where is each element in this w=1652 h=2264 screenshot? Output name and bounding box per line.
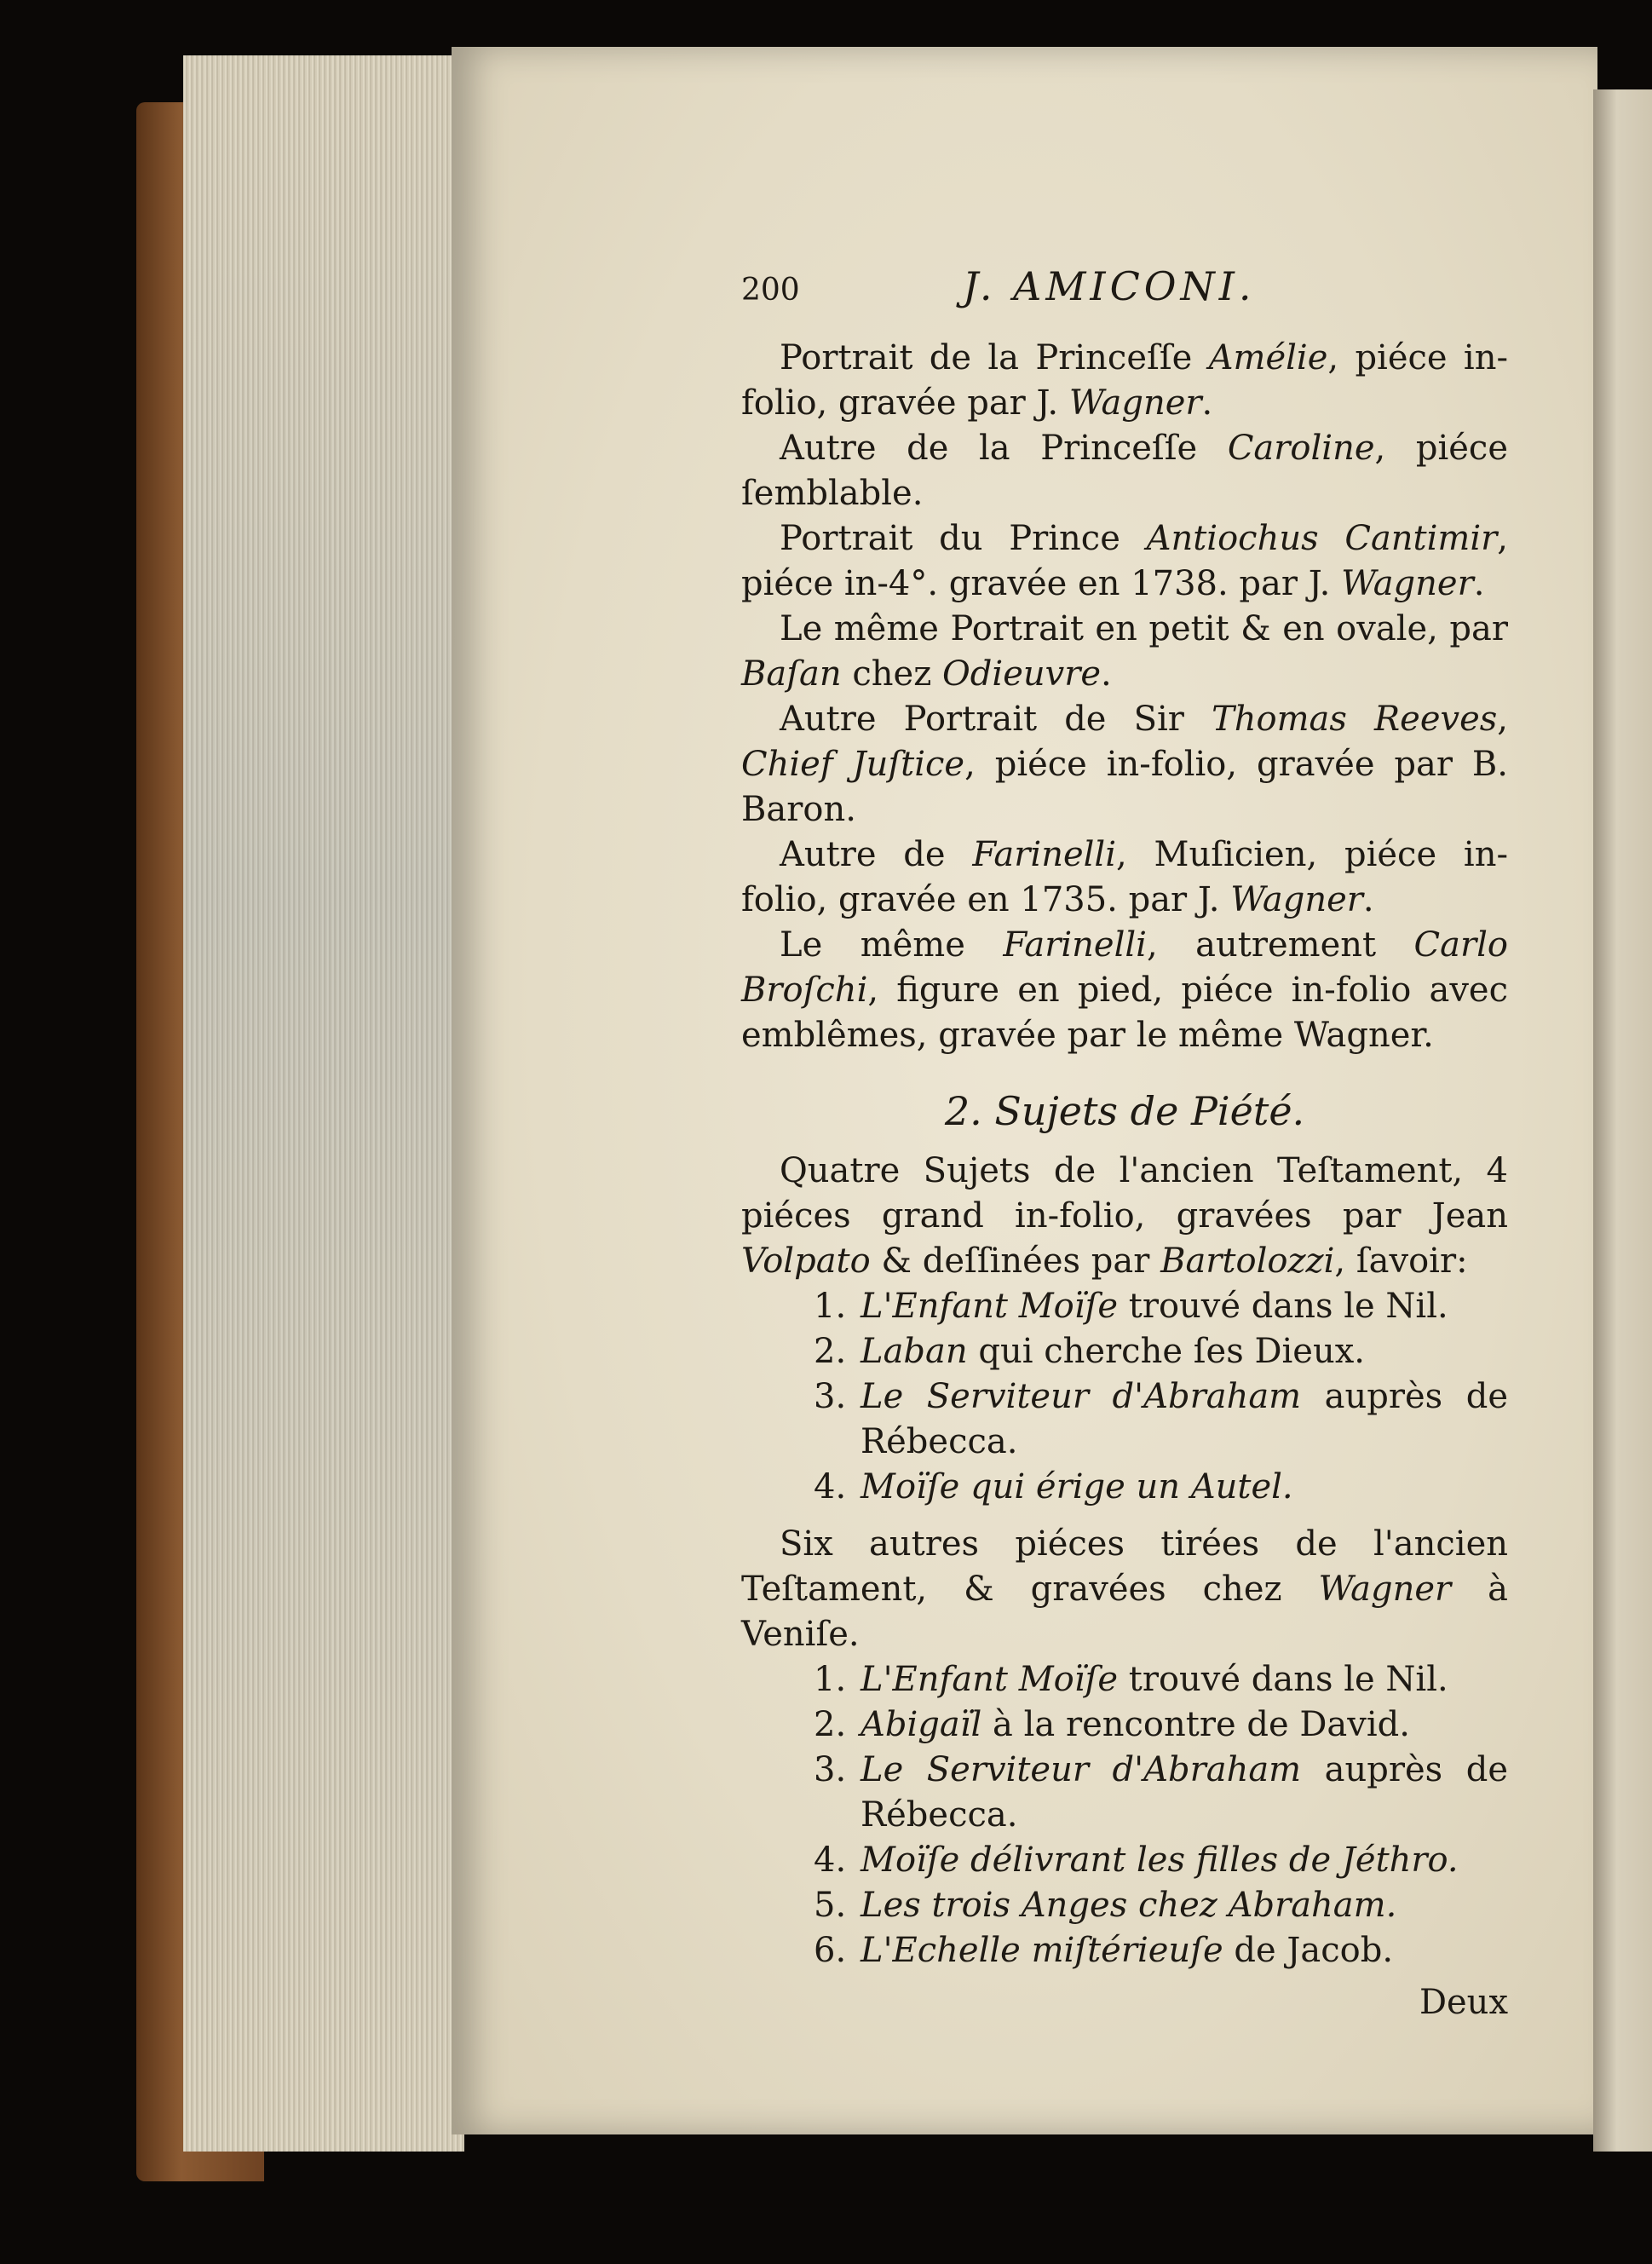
list-item: 3. Le Serviteur d'Abraham auprès de Rébecca. [814,1750,1508,1835]
list-item: 2. Laban qui cherche ſes Dieux. [814,1332,1366,1371]
entry: Autre Portrait de Sir Thomas Reeves, Chief Juſtice, piéce in-folio, gravée par B. Baron. [741,700,1509,829]
entry: Le même Portrait en petit & en ovale, par Baſan chez Odieuvre. [741,609,1508,694]
list-item: 1. L'Enfant Moïſe trouvé dans le Nil. [814,1287,1448,1326]
page-block-edges [183,55,464,2152]
page-header [741,264,1508,332]
facing-page-edge [1593,89,1652,2152]
list-item: 5. Les trois Anges chez Abraham. [814,1886,1397,1925]
list-item: 6. L'Echelle miſtérieuſe de Jacob. [814,1931,1394,1970]
group-intro: Six autres piéces tirées de l'ancien Teſtament, & gravées chez Wagner à Veniſe. [741,1524,1508,1654]
entry: Portrait du Prince Antiochus Cantimir, piéce in-4°. gravée en 1738. par J. Wagner. [741,519,1508,603]
section-title: 2. Sujets de Piété. [944,1088,1305,1134]
list-item: 4. Moïſe délivrant les filles de Jéthro. [814,1841,1459,1880]
list-item: 2. Abigaïl à la rencontre de David. [814,1705,1410,1744]
list-item: 4. Moïſe qui érige un Autel. [814,1467,1293,1506]
entry: Autre de la Princeſſe Caroline, piéce ſemblable. [741,429,1508,513]
entry: Autre de Farinelli, Muſicien, piéce in-folio, gravée en 1735. par J. Wagner. [741,835,1508,919]
list-item: 3. Le Serviteur d'Abraham auprès de Rébecca. [814,1377,1508,1461]
entry: Le même Farinelli, autrement Carlo Broſchi, figure en pied, piéce in-folio avec emblêmes, gravée par le même Wagner. [741,925,1508,1055]
group-intro: Quatre Sujets de l'ancien Teſtament, 4 piéces grand in-folio, gravées par Jean Volpato & deſſinées par Bartolozzi, ſavoir: [741,1151,1508,1281]
entry: Portrait de la Princeſſe Amélie, piéce in-folio, gravée par J. Wagner. [741,338,1508,423]
page-text [741,264,1508,2025]
catchword: Deux [1419,1983,1508,2022]
page-number: 200 [741,273,800,308]
running-head: J. AMICONI. [963,263,1256,309]
list-item: 1. L'Enfant Moïſe trouvé dans le Nil. [814,1660,1448,1699]
